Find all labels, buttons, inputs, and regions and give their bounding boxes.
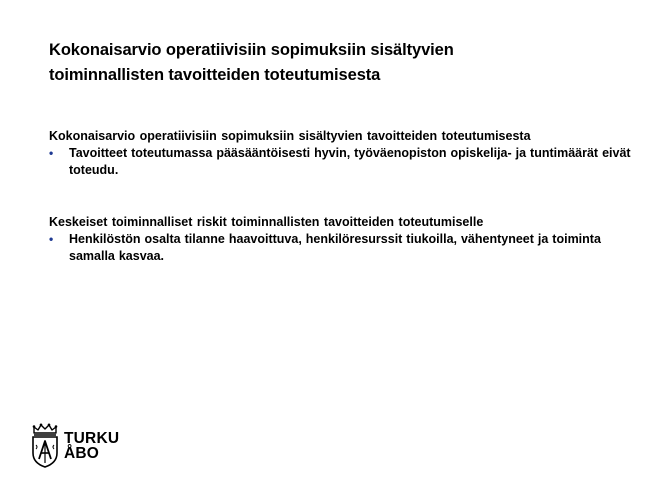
key-risks-section [49,214,634,265]
list-item [49,231,634,265]
slide-title [49,38,629,88]
logo-wordmark [64,431,119,461]
section-heading: Keskeiset toiminnalliset riskit toiminnallisten tavoitteiden toteutumiselle [49,215,484,229]
overall-assessment-section [49,128,634,179]
logo-line-1: TURKU [64,430,120,447]
bullet-list [49,145,634,179]
bullet-text: Henkilöstön osalta tilanne haavoittuva, henkilöresurssit tiukoilla, vähentyneet ja toiminta samalla kasvaa. [69,232,601,263]
logo-line-2: ÅBO [64,445,100,462]
bullet-icon: • [49,146,54,160]
bullet-text: Tavoitteet toteutumassa pääsääntöisesti hyvin, työväenopiston opiskelija- ja tuntimäärät eivät toteudu. [69,146,631,177]
bullet-list [49,231,634,265]
slide-title-line-2: toiminnallisten tavoitteiden toteutumisesta [49,66,381,84]
list-item [49,145,634,179]
section-heading: Kokonaisarvio operatiivisiin sopimuksiin sisältyvien tavoitteiden toteutumisesta [49,129,531,143]
turku-abo-logo [29,422,119,470]
slide-title-line-1: Kokonaisarvio operatiivisiin sopimuksiin sisältyvien [49,41,454,59]
bullet-icon: • [49,232,54,246]
coat-of-arms-icon [29,423,61,469]
